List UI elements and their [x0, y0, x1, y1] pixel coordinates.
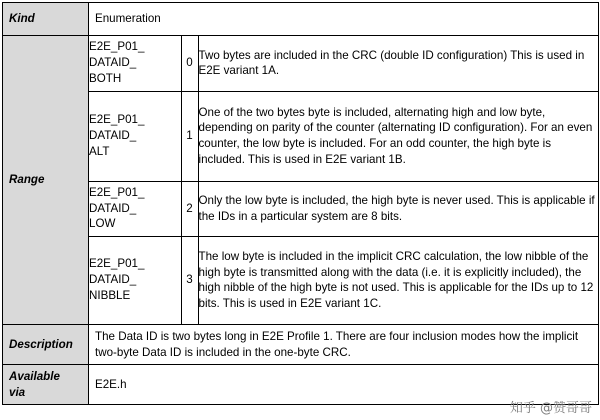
range-value: 2 — [181, 181, 198, 236]
range-literal: E2E_P01_ DATAID_ ALT — [89, 91, 181, 181]
type-spec-table — [2, 2, 599, 405]
range-item-alt — [89, 91, 599, 181]
range-description: Two bytes are included in the CRC (double ID configuration) This is used in E2E variant 1A. — [198, 36, 599, 91]
range-literal: E2E_P01_ DATAID_ NIBBLE — [89, 236, 181, 324]
watermark: 知乎 @赞哥哥 — [509, 401, 592, 416]
description-row — [3, 325, 599, 365]
range-description: The low byte is included in the implicit CRC calculation, the low nibble of the high byte is transmitted along with the data (i.e. it is explicitly included), the high nibble of the high byte is not used. This is applicable for the IDs up to 12 bits. This is used in E2E variant 1C. — [198, 236, 599, 324]
description-label: Description — [3, 325, 89, 365]
range-item-nibble — [89, 236, 599, 324]
kind-label: Kind — [3, 3, 89, 36]
range-value: 1 — [181, 91, 198, 181]
range-description: Only the low byte is included, the high byte is never used. This is applicable if the IDs in a particular system are 8 bits. — [198, 181, 599, 236]
range-item-both — [89, 36, 599, 91]
kind-row — [3, 3, 599, 36]
kind-value: Enumeration — [89, 3, 599, 36]
range-literal: E2E_P01_ DATAID_ BOTH — [89, 36, 181, 91]
range-label: Range — [3, 36, 89, 325]
range-values-table — [89, 36, 599, 324]
description-value: The Data ID is two bytes long in E2E Profile 1. There are four inclusion modes how the implicit two-byte Data ID is included in the one-byte CRC. — [89, 325, 599, 365]
range-literal: E2E_P01_ DATAID_ LOW — [89, 181, 181, 236]
available-via-label: Available via — [3, 365, 89, 405]
range-item-low — [89, 181, 599, 236]
available-via-value: E2E.h — [89, 365, 599, 405]
range-value: 0 — [181, 36, 198, 91]
range-description: One of the two bytes byte is included, alternating high and low byte, depending on parity of the counter (alternating ID configuration). For an even counter, the low byte is included. For an odd counter, the high byte is included. This is used in E2E variant 1B. — [198, 91, 599, 181]
range-row — [3, 36, 599, 325]
range-values — [89, 36, 599, 325]
range-value: 3 — [181, 236, 198, 324]
